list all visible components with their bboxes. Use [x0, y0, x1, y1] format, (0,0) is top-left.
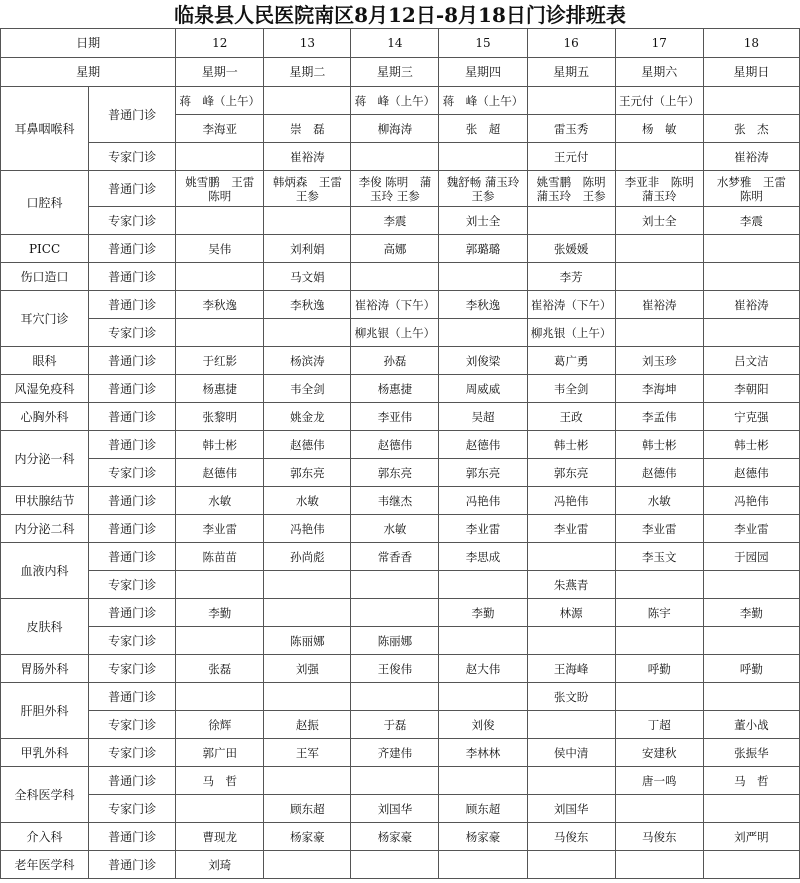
doctor-cell [264, 87, 351, 115]
doctor-cell [264, 683, 351, 711]
weekday-cell: 星期三 [351, 58, 439, 87]
doctor-cell [703, 851, 799, 879]
doctor-cell: 刘强 [264, 655, 351, 683]
department-cell: 心胸外科 [1, 403, 89, 431]
doctor-cell: 吴超 [439, 403, 527, 431]
doctor-cell: 陈丽娜 [264, 627, 351, 655]
doctor-cell [615, 235, 703, 263]
page-title: 临泉县人民医院南区8月12日-8月18日门诊排班表 [174, 3, 626, 27]
doctor-cell: 高娜 [351, 235, 439, 263]
weekday-cell: 星期四 [439, 58, 527, 87]
table-row [1, 851, 800, 879]
doctor-cell: 韩士彬 [615, 431, 703, 459]
table-row [1, 347, 800, 375]
doctor-cell: 杨家豪 [264, 823, 351, 851]
department-cell: 老年医学科 [1, 851, 89, 879]
doctor-cell: 刘国华 [527, 795, 615, 823]
doctor-cell: 宁克强 [703, 403, 799, 431]
doctor-cell [176, 143, 264, 171]
doctor-cell: 吕文洁 [703, 347, 799, 375]
doctor-cell: 韦全剑 [527, 375, 615, 403]
doctor-cell: 李震 [351, 207, 439, 235]
doctor-cell: 呼勤 [615, 655, 703, 683]
doctor-cell: 崔裕涛（下午） [527, 291, 615, 319]
doctor-cell [615, 143, 703, 171]
doctor-cell [264, 571, 351, 599]
doctor-cell [176, 263, 264, 291]
doctor-cell: 陈宇 [615, 599, 703, 627]
clinic-type-cell: 专家门诊 [89, 627, 176, 655]
doctor-cell [615, 683, 703, 711]
clinic-type-cell: 普通门诊 [89, 599, 176, 627]
doctor-cell: 郭东亮 [527, 459, 615, 487]
doctor-cell: 张文盼 [527, 683, 615, 711]
clinic-type-cell: 专家门诊 [89, 319, 176, 347]
doctor-cell: 丁超 [615, 711, 703, 739]
doctor-cell: 水敏 [264, 487, 351, 515]
department-cell: 皮肤科 [1, 599, 89, 655]
doctor-cell: 吴伟 [176, 235, 264, 263]
doctor-cell: 孙尚彪 [264, 543, 351, 571]
doctor-cell: 王俊伟 [351, 655, 439, 683]
doctor-cell: 马 哲 [176, 767, 264, 795]
department-cell: 耳鼻咽喉科 [1, 87, 89, 171]
date-cell: 17 [615, 29, 703, 58]
doctor-cell: 张黎明 [176, 403, 264, 431]
doctor-cell [439, 319, 527, 347]
doctor-cell: 柳海涛 [351, 115, 439, 143]
department-cell: 内分泌一科 [1, 431, 89, 487]
doctor-cell: 刘俊梁 [439, 347, 527, 375]
doctor-cell: 韩炳森 王雷 王参 [264, 171, 351, 207]
doctor-cell: 王政 [527, 403, 615, 431]
table-row [1, 599, 800, 627]
doctor-cell: 林源 [527, 599, 615, 627]
table-row [1, 291, 800, 319]
doctor-cell [703, 319, 799, 347]
clinic-type-cell: 普通门诊 [89, 291, 176, 319]
doctor-cell: 侯中清 [527, 739, 615, 767]
doctor-cell: 崇 磊 [264, 115, 351, 143]
doctor-cell: 杨滨涛 [264, 347, 351, 375]
doctor-cell: 曹现龙 [176, 823, 264, 851]
doctor-cell: 张媛媛 [527, 235, 615, 263]
doctor-cell: 韦全剑 [264, 375, 351, 403]
doctor-cell [264, 767, 351, 795]
doctor-cell: 赵德伟 [264, 431, 351, 459]
clinic-type-cell: 普通门诊 [89, 515, 176, 543]
doctor-cell [703, 795, 799, 823]
doctor-cell: 马文娟 [264, 263, 351, 291]
department-cell: 眼科 [1, 347, 89, 375]
doctor-cell [703, 263, 799, 291]
doctor-cell: 常香香 [351, 543, 439, 571]
doctor-cell: 雷玉秀 [527, 115, 615, 143]
doctor-cell: 韩士彬 [176, 431, 264, 459]
doctor-cell: 张振华 [703, 739, 799, 767]
department-cell: 全科医学科 [1, 767, 89, 823]
doctor-cell: 张 杰 [703, 115, 799, 143]
table-row [1, 171, 800, 207]
doctor-cell [527, 627, 615, 655]
doctor-cell [527, 851, 615, 879]
doctor-cell: 王元付 [527, 143, 615, 171]
doctor-cell [527, 207, 615, 235]
doctor-cell: 崔裕涛 [264, 143, 351, 171]
doctor-cell: 马俊东 [615, 823, 703, 851]
doctor-cell: 刘严明 [703, 823, 799, 851]
doctor-cell: 李业雷 [527, 515, 615, 543]
doctor-cell [615, 851, 703, 879]
weekday-label: 星期 [1, 58, 176, 87]
doctor-cell [527, 87, 615, 115]
clinic-type-cell: 普通门诊 [89, 431, 176, 459]
doctor-cell: 李震 [703, 207, 799, 235]
doctor-cell: 李秋逸 [176, 291, 264, 319]
clinic-type-cell: 专家门诊 [89, 739, 176, 767]
weekday-cell: 星期六 [615, 58, 703, 87]
doctor-cell: 赵德伟 [176, 459, 264, 487]
doctor-cell: 朱燕青 [527, 571, 615, 599]
clinic-type-cell: 普通门诊 [89, 543, 176, 571]
table-row [1, 683, 800, 711]
doctor-cell: 王元付（上午） [615, 87, 703, 115]
doctor-cell [264, 599, 351, 627]
clinic-type-cell: 普通门诊 [89, 487, 176, 515]
doctor-cell: 赵德伟 [351, 431, 439, 459]
doctor-cell [264, 851, 351, 879]
weekday-cell: 星期一 [176, 58, 264, 87]
schedule-body [1, 87, 800, 879]
doctor-cell: 刘玉珍 [615, 347, 703, 375]
doctor-cell: 李海亚 [176, 115, 264, 143]
doctor-cell [351, 263, 439, 291]
doctor-cell [615, 795, 703, 823]
table-row [1, 711, 800, 739]
doctor-cell: 韩士彬 [703, 431, 799, 459]
table-row [1, 627, 800, 655]
date-header-row [1, 29, 800, 58]
doctor-cell: 于磊 [351, 711, 439, 739]
doctor-cell [703, 627, 799, 655]
doctor-cell [703, 683, 799, 711]
doctor-cell: 李业雷 [439, 515, 527, 543]
date-cell: 13 [264, 29, 351, 58]
doctor-cell [615, 627, 703, 655]
doctor-cell: 刘国华 [351, 795, 439, 823]
doctor-cell: 赵德伟 [615, 459, 703, 487]
clinic-type-cell: 普通门诊 [89, 823, 176, 851]
clinic-type-cell: 普通门诊 [89, 767, 176, 795]
clinic-type-cell: 普通门诊 [89, 375, 176, 403]
doctor-cell: 李勤 [703, 599, 799, 627]
doctor-cell [351, 767, 439, 795]
clinic-type-cell: 普通门诊 [89, 683, 176, 711]
table-row [1, 543, 800, 571]
doctor-cell [527, 711, 615, 739]
doctor-cell: 李亚伟 [351, 403, 439, 431]
clinic-type-cell: 普通门诊 [89, 263, 176, 291]
doctor-cell: 崔裕涛 [703, 291, 799, 319]
doctor-cell: 葛广勇 [527, 347, 615, 375]
department-cell: 伤口造口 [1, 263, 89, 291]
doctor-cell [351, 143, 439, 171]
table-row [1, 87, 800, 115]
doctor-cell: 郭东亮 [351, 459, 439, 487]
doctor-cell: 呼勤 [703, 655, 799, 683]
doctor-cell [264, 207, 351, 235]
department-cell: 耳穴门诊 [1, 291, 89, 347]
doctor-cell: 李玉文 [615, 543, 703, 571]
clinic-type-cell: 普通门诊 [89, 347, 176, 375]
table-row [1, 403, 800, 431]
doctor-cell: 孙磊 [351, 347, 439, 375]
doctor-cell: 柳兆银（上午） [527, 319, 615, 347]
doctor-cell: 郭东亮 [264, 459, 351, 487]
doctor-cell [439, 683, 527, 711]
weekday-cell: 星期日 [703, 58, 799, 87]
doctor-cell: 冯艳伟 [703, 487, 799, 515]
doctor-cell: 杨惠捷 [351, 375, 439, 403]
date-label: 日期 [1, 29, 176, 58]
doctor-cell: 韩士彬 [527, 431, 615, 459]
doctor-cell [176, 571, 264, 599]
clinic-type-cell: 专家门诊 [89, 459, 176, 487]
doctor-cell: 刘琦 [176, 851, 264, 879]
department-cell: 介入科 [1, 823, 89, 851]
doctor-cell [439, 571, 527, 599]
table-row [1, 235, 800, 263]
table-row [1, 487, 800, 515]
doctor-cell: 冯艳伟 [264, 515, 351, 543]
doctor-cell: 刘俊 [439, 711, 527, 739]
date-cell: 15 [439, 29, 527, 58]
doctor-cell: 李俊 陈明 蒲玉玲 王参 [351, 171, 439, 207]
clinic-type-cell: 普通门诊 [89, 851, 176, 879]
doctor-cell: 齐建伟 [351, 739, 439, 767]
doctor-cell: 杨 敏 [615, 115, 703, 143]
doctor-cell: 蒋 峰（上午） [351, 87, 439, 115]
doctor-cell [615, 319, 703, 347]
doctor-cell [703, 87, 799, 115]
table-row [1, 767, 800, 795]
doctor-cell: 周威威 [439, 375, 527, 403]
doctor-cell: 崔裕涛 [703, 143, 799, 171]
doctor-cell: 郭璐璐 [439, 235, 527, 263]
doctor-cell: 赵大伟 [439, 655, 527, 683]
doctor-cell [176, 207, 264, 235]
doctor-cell: 张磊 [176, 655, 264, 683]
doctor-cell: 赵振 [264, 711, 351, 739]
doctor-cell: 柳兆银（上午） [351, 319, 439, 347]
department-cell: 胃肠外科 [1, 655, 89, 683]
doctor-cell [176, 795, 264, 823]
clinic-type-cell: 普通门诊 [89, 235, 176, 263]
doctor-cell [615, 263, 703, 291]
doctor-cell [527, 767, 615, 795]
department-cell: 甲乳外科 [1, 739, 89, 767]
doctor-cell [527, 543, 615, 571]
doctor-cell [439, 263, 527, 291]
weekday-header-row [1, 58, 800, 87]
doctor-cell: 姚金龙 [264, 403, 351, 431]
doctor-cell [439, 627, 527, 655]
doctor-cell: 赵德伟 [439, 431, 527, 459]
doctor-cell: 徐辉 [176, 711, 264, 739]
doctor-cell: 崔裕涛（下午） [351, 291, 439, 319]
clinic-type-cell: 专家门诊 [89, 795, 176, 823]
table-row [1, 515, 800, 543]
doctor-cell: 顾东超 [264, 795, 351, 823]
doctor-cell: 顾东超 [439, 795, 527, 823]
doctor-cell: 李业雷 [703, 515, 799, 543]
doctor-cell: 姚雪鹏 王雷 陈明 [176, 171, 264, 207]
doctor-cell: 李勤 [176, 599, 264, 627]
weekday-cell: 星期二 [264, 58, 351, 87]
clinic-type-cell: 专家门诊 [89, 711, 176, 739]
doctor-cell: 李朝阳 [703, 375, 799, 403]
table-row [1, 143, 800, 171]
doctor-cell [264, 319, 351, 347]
doctor-cell: 刘士全 [439, 207, 527, 235]
doctor-cell: 王军 [264, 739, 351, 767]
doctor-cell: 李林林 [439, 739, 527, 767]
table-row [1, 459, 800, 487]
clinic-type-cell: 普通门诊 [89, 403, 176, 431]
doctor-cell [351, 599, 439, 627]
table-row [1, 375, 800, 403]
doctor-cell: 于红影 [176, 347, 264, 375]
date-cell: 16 [527, 29, 615, 58]
doctor-cell: 水敏 [615, 487, 703, 515]
doctor-cell [351, 683, 439, 711]
table-row [1, 571, 800, 599]
schedule-table [0, 28, 800, 879]
doctor-cell: 李勤 [439, 599, 527, 627]
doctor-cell: 刘士全 [615, 207, 703, 235]
clinic-type-cell: 专家门诊 [89, 207, 176, 235]
doctor-cell: 于园园 [703, 543, 799, 571]
doctor-cell: 冯艳伟 [439, 487, 527, 515]
doctor-cell: 李业雷 [176, 515, 264, 543]
doctor-cell: 李秋逸 [264, 291, 351, 319]
department-cell: 内分泌二科 [1, 515, 89, 543]
doctor-cell: 杨惠捷 [176, 375, 264, 403]
doctor-cell: 魏舒畅 蒲玉玲 王参 [439, 171, 527, 207]
doctor-cell [176, 683, 264, 711]
doctor-cell: 水敏 [176, 487, 264, 515]
clinic-type-cell: 专家门诊 [89, 571, 176, 599]
doctor-cell: 李秋逸 [439, 291, 527, 319]
table-row [1, 431, 800, 459]
doctor-cell: 李思成 [439, 543, 527, 571]
doctor-cell [439, 851, 527, 879]
doctor-cell [439, 767, 527, 795]
clinic-type-cell: 普通门诊 [89, 171, 176, 207]
doctor-cell: 郭广田 [176, 739, 264, 767]
table-row [1, 655, 800, 683]
date-cell: 18 [703, 29, 799, 58]
doctor-cell: 马俊东 [527, 823, 615, 851]
doctor-cell [176, 627, 264, 655]
department-cell: 甲状腺结节 [1, 487, 89, 515]
date-cell: 14 [351, 29, 439, 58]
doctor-cell: 张 超 [439, 115, 527, 143]
clinic-type-cell: 专家门诊 [89, 143, 176, 171]
doctor-cell: 杨家豪 [439, 823, 527, 851]
doctor-cell: 郭东亮 [439, 459, 527, 487]
doctor-cell: 安建秋 [615, 739, 703, 767]
doctor-cell: 董小战 [703, 711, 799, 739]
doctor-cell: 李业雷 [615, 515, 703, 543]
clinic-type-cell: 普通门诊 [89, 87, 176, 143]
doctor-cell [703, 571, 799, 599]
doctor-cell: 崔裕涛 [615, 291, 703, 319]
doctor-cell: 李亚非 陈明 蒲玉玲 [615, 171, 703, 207]
table-row [1, 319, 800, 347]
doctor-cell [176, 319, 264, 347]
doctor-cell [615, 571, 703, 599]
doctor-cell [351, 571, 439, 599]
department-cell: 口腔科 [1, 171, 89, 235]
doctor-cell: 陈丽娜 [351, 627, 439, 655]
table-row [1, 823, 800, 851]
doctor-cell: 李海坤 [615, 375, 703, 403]
doctor-cell: 王海峰 [527, 655, 615, 683]
doctor-cell: 杨家豪 [351, 823, 439, 851]
doctor-cell: 水敏 [351, 515, 439, 543]
doctor-cell: 韦继杰 [351, 487, 439, 515]
department-cell: 肝胆外科 [1, 683, 89, 739]
department-cell: 风湿免疫科 [1, 375, 89, 403]
doctor-cell: 冯艳伟 [527, 487, 615, 515]
doctor-cell [703, 235, 799, 263]
weekday-cell: 星期五 [527, 58, 615, 87]
department-cell: 血液内科 [1, 543, 89, 599]
doctor-cell: 水梦雅 王雷 陈明 [703, 171, 799, 207]
doctor-cell: 刘利娟 [264, 235, 351, 263]
doctor-cell [439, 143, 527, 171]
table-row [1, 739, 800, 767]
doctor-cell: 唐一鸣 [615, 767, 703, 795]
doctor-cell: 陈苗苗 [176, 543, 264, 571]
table-row [1, 263, 800, 291]
clinic-type-cell: 专家门诊 [89, 655, 176, 683]
table-row [1, 795, 800, 823]
date-cell: 12 [176, 29, 264, 58]
doctor-cell: 马 哲 [703, 767, 799, 795]
doctor-cell: 赵德伟 [703, 459, 799, 487]
doctor-cell [351, 851, 439, 879]
doctor-cell: 姚雪鹏 陈明 蒲玉玲 王参 [527, 171, 615, 207]
department-cell: PICC [1, 235, 89, 263]
doctor-cell: 李孟伟 [615, 403, 703, 431]
doctor-cell: 李芳 [527, 263, 615, 291]
doctor-cell: 蒋 峰（上午） [176, 87, 264, 115]
doctor-cell: 蒋 峰（上午） [439, 87, 527, 115]
table-row [1, 207, 800, 235]
